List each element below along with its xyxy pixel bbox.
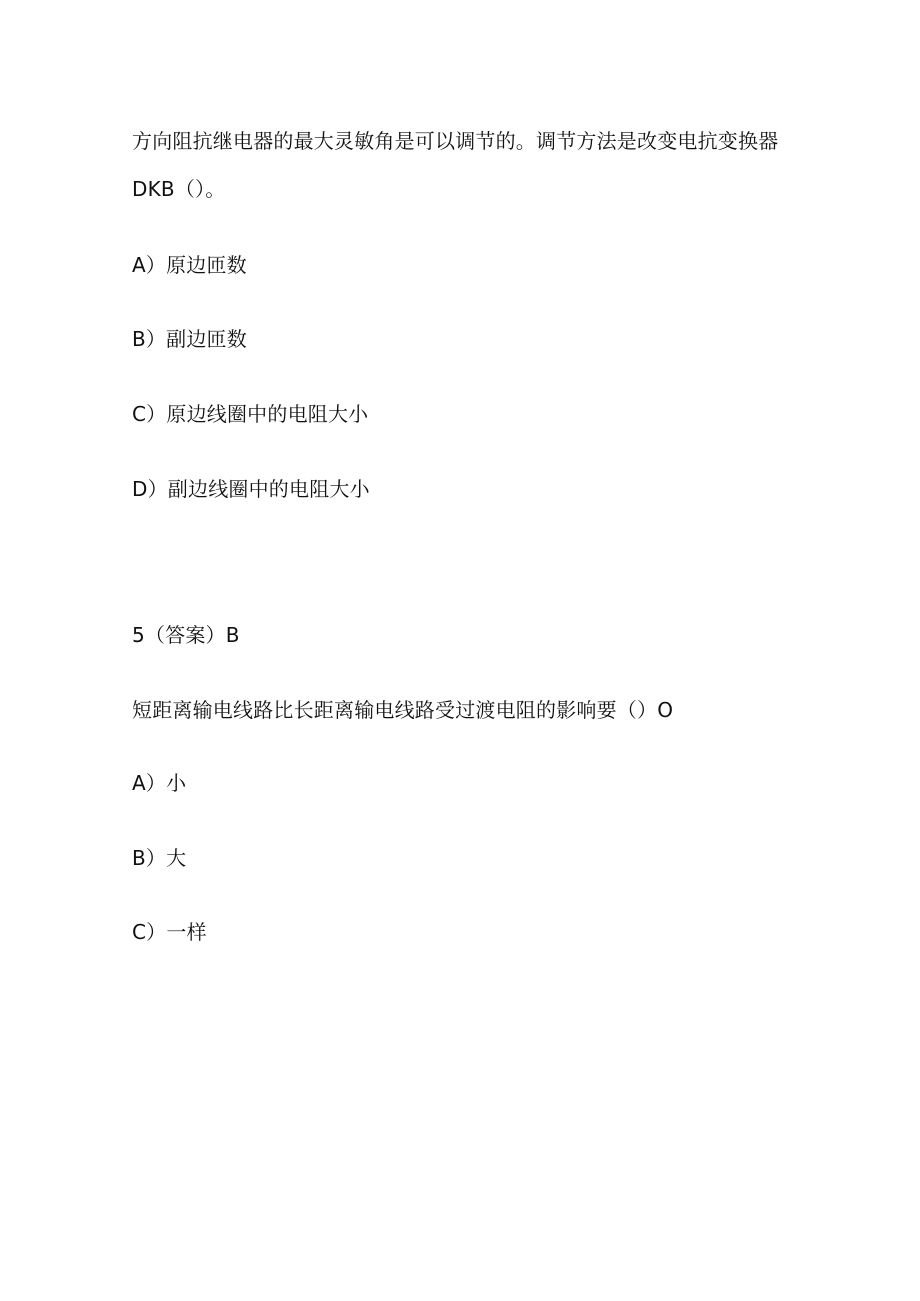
question-4-option-a: A）原边匝数 xyxy=(132,253,247,277)
question-5-option-b: B）大 xyxy=(132,846,187,870)
question-5-option-c: C）一样 xyxy=(132,920,207,944)
question-4-option-b: B）副边匝数 xyxy=(132,327,247,351)
question-4-stem-line-2: DKB（）。 xyxy=(132,177,226,201)
question-4-stem-line-1: 方向阻抗继电器的最大灵敏角是可以调节的。调节方法是改变电抗变换器 xyxy=(132,129,779,153)
question-5-option-a: A）小 xyxy=(132,771,187,795)
question-4-option-d: D）副边线圈中的电阻大小 xyxy=(132,477,370,501)
question-5-stem: 短距离输电线路比长距离输电线路受过渡电阻的影响要（）O xyxy=(132,698,674,722)
answer-line: 5（答案）B xyxy=(132,623,240,647)
question-4-option-c: C）原边线圈中的电阻大小 xyxy=(132,402,369,426)
